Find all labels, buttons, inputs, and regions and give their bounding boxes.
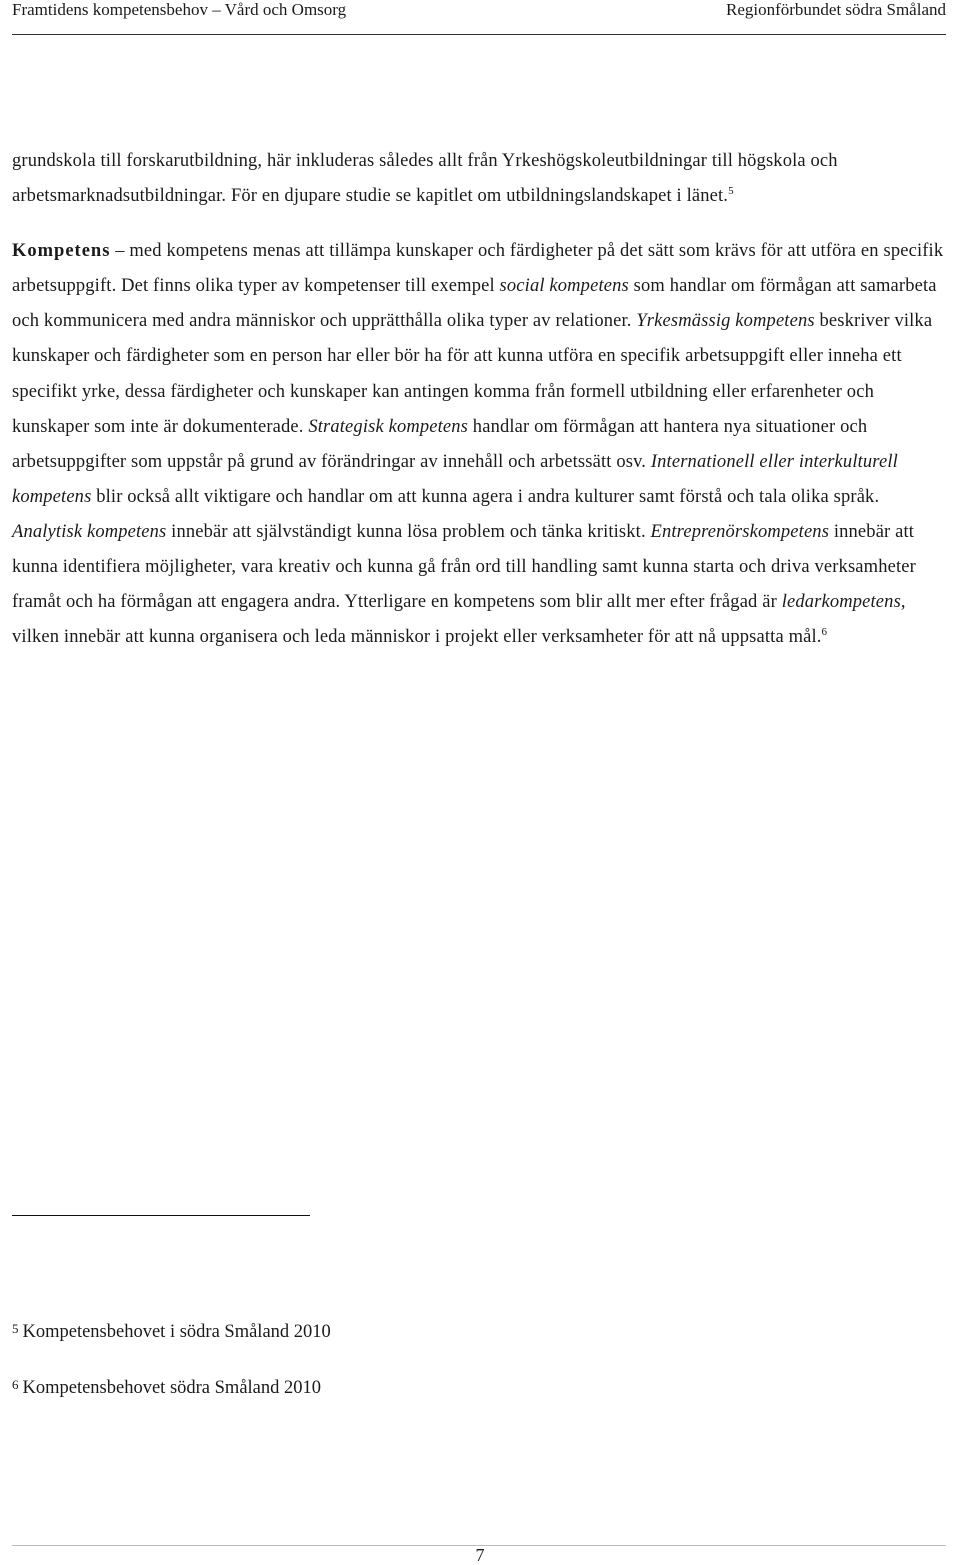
footnote-6	[12, 1374, 321, 1399]
term-analytisk-kompetens: Analytisk kompetens	[12, 521, 167, 542]
footnote-text: Kompetensbehovet i södra Småland 2010	[22, 1322, 331, 1342]
term-social-kompetens: social kompetens	[499, 276, 629, 297]
paragraph-competence-text-5: blir också allt viktigare och handlar om att kunna agera i andra kulturer samt förstå och tala olika språk.	[91, 486, 880, 507]
term-internationell-kompetens: Internationell eller interkulturell kompetens	[12, 451, 898, 507]
body-text	[12, 144, 948, 655]
page-header	[12, 0, 946, 35]
footnote-number: 6	[12, 1377, 19, 1392]
term-yrkesmassig-kompetens: Yrkesmässig kompetens	[636, 311, 815, 332]
paragraph-competence-text-7: innebär att kunna identifiera möjligheter, vara kreativ och kunna gå från ord till handling samt kunna starta och driva verksamheter framåt och ha förmågan att engagera andra. Ytterligare en kompetens som blir allt mer efter frågad är	[12, 521, 916, 613]
footnote-text: Kompetensbehovet södra Småland 2010	[22, 1378, 322, 1398]
paragraph-competence	[12, 234, 948, 655]
paragraph-education	[12, 144, 948, 214]
footnote-5	[12, 1318, 331, 1343]
term-entreprenorskompetens: Entreprenörskompetens	[650, 521, 830, 542]
paragraph-competence-text-2: som handlar om förmågan att samarbeta och kommunicera med andra människor och upprätthålla olika typer av relationer.	[12, 276, 937, 332]
footnote-ref-5: 5	[728, 185, 734, 198]
footnote-number: 5	[12, 1321, 19, 1336]
page-number: 7	[475, 1545, 485, 1565]
paragraph-competence-text-3: beskriver vilka kunskaper och färdigheter som en person har eller bör ha för att kunna utföra en specifik arbetsuppgift eller inneha ett specifikt yrke, dessa färdigheter och kunskaper kan antingen komma från formell utbildning eller erfarenheter och kunskaper som inte är dokumenterade.	[12, 311, 933, 437]
footnote-separator	[12, 1215, 310, 1216]
paragraph-education-text: grundskola till forskarutbildning, här inkluderas således allt från Yrkeshögskoleutbildningar till högskola och arbetsmarknadsutbildningar. För en djupare studie se kapitlet om utbildningslandskapet i länet.	[12, 151, 838, 207]
footnote-ref-6: 6	[821, 626, 828, 639]
paragraph-competence-text-6: innebär att självständigt kunna lösa problem och tänka kritiskt.	[166, 521, 651, 542]
paragraph-competence-text-8: , vilken innebär att kunna organisera och leda människor i projekt eller verksamheter för att nå uppsatta mål.	[12, 592, 906, 648]
header-document-title: Framtidens kompetensbehov – Vård och Omsorg	[12, 0, 347, 19]
header-organization: Regionförbundet södra Småland	[725, 0, 946, 19]
term-ledarkompetens: ledarkompetens	[781, 592, 901, 613]
term-strategisk-kompetens: Strategisk kompetens	[308, 416, 469, 437]
term-kompetens: Kompetens	[12, 241, 111, 262]
paragraph-competence-text-4: handlar om förmågan att hantera nya situationer och arbetsuppgifter som uppstår på grund av förändringar av innehåll och arbetssätt osv.	[12, 416, 868, 472]
paragraph-competence-text-1: – med kompetens menas att tillämpa kunskaper och färdigheter på det sätt som krävs för att utföra en specifik arbetsuppgift. Det finns olika typer av kompetenser till exempel	[12, 241, 944, 297]
